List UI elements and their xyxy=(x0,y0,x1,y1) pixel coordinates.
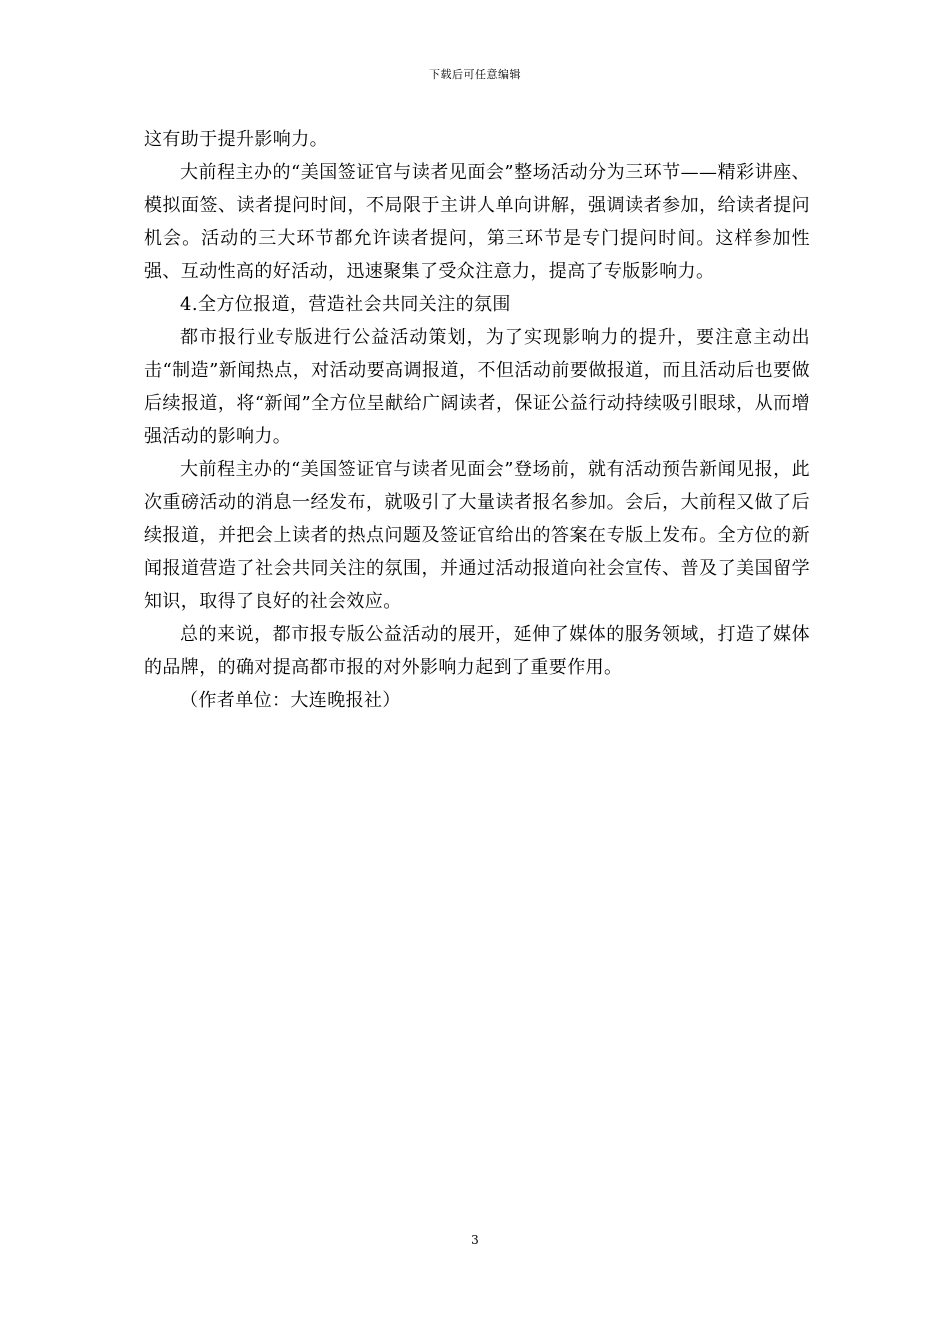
page-header: 下载后可任意编辑 xyxy=(429,68,521,81)
paragraph: 这有助于提升影响力。 xyxy=(144,129,328,150)
paragraph: 大前程主办的“美国签证官与读者见面会”登场前，就有活动预告新闻见报，此次重磅活动的消息一经发布，就吸引了大量读者报名参加。会后，大前程又做了后续报道，并把会上读者的热点问题及签证官给出的答案在专版上发布。全方位的新闻报道营造了社会共同关注的氛围，并通过活动报道向社会宣传、普及了美国留学知识，取得了良好的社会效应。 xyxy=(144,459,810,612)
paragraph: 大前程主办的“美国签证官与读者见面会”整场活动分为三环节——精彩讲座、模拟面签、读者提问时间，不局限于主讲人单向讲解，强调读者参加，给读者提问机会。活动的三大环节都允许读者提问，第三环节是专门提问时间。这样参加性强、互动性高的好活动，迅速聚集了受众注意力，提高了专版影响力。 xyxy=(144,162,810,282)
paragraph: 总的来说，都市报专版公益活动的展开，延伸了媒体的服务领域，打造了媒体的品牌，的确对提高都市报的对外影响力起到了重要作用。 xyxy=(144,624,810,678)
paragraph: 都市报行业专版进行公益活动策划，为了实现影响力的提升，要注意主动出击“制造”新闻热点，对活动要高调报道，不但活动前要做报道，而且活动后也要做后续报道，将“新闻”全方位呈献给广阔读者，保证公益行动持续吸引眼球，从而增强活动的影响力。 xyxy=(144,327,810,447)
author-affiliation: （作者单位：大连晚报社） xyxy=(180,690,401,711)
section-heading: 4.全方位报道，营造社会共同关注的氛围 xyxy=(180,294,511,315)
page-number: 3 xyxy=(471,1233,479,1247)
body-text xyxy=(144,123,810,717)
